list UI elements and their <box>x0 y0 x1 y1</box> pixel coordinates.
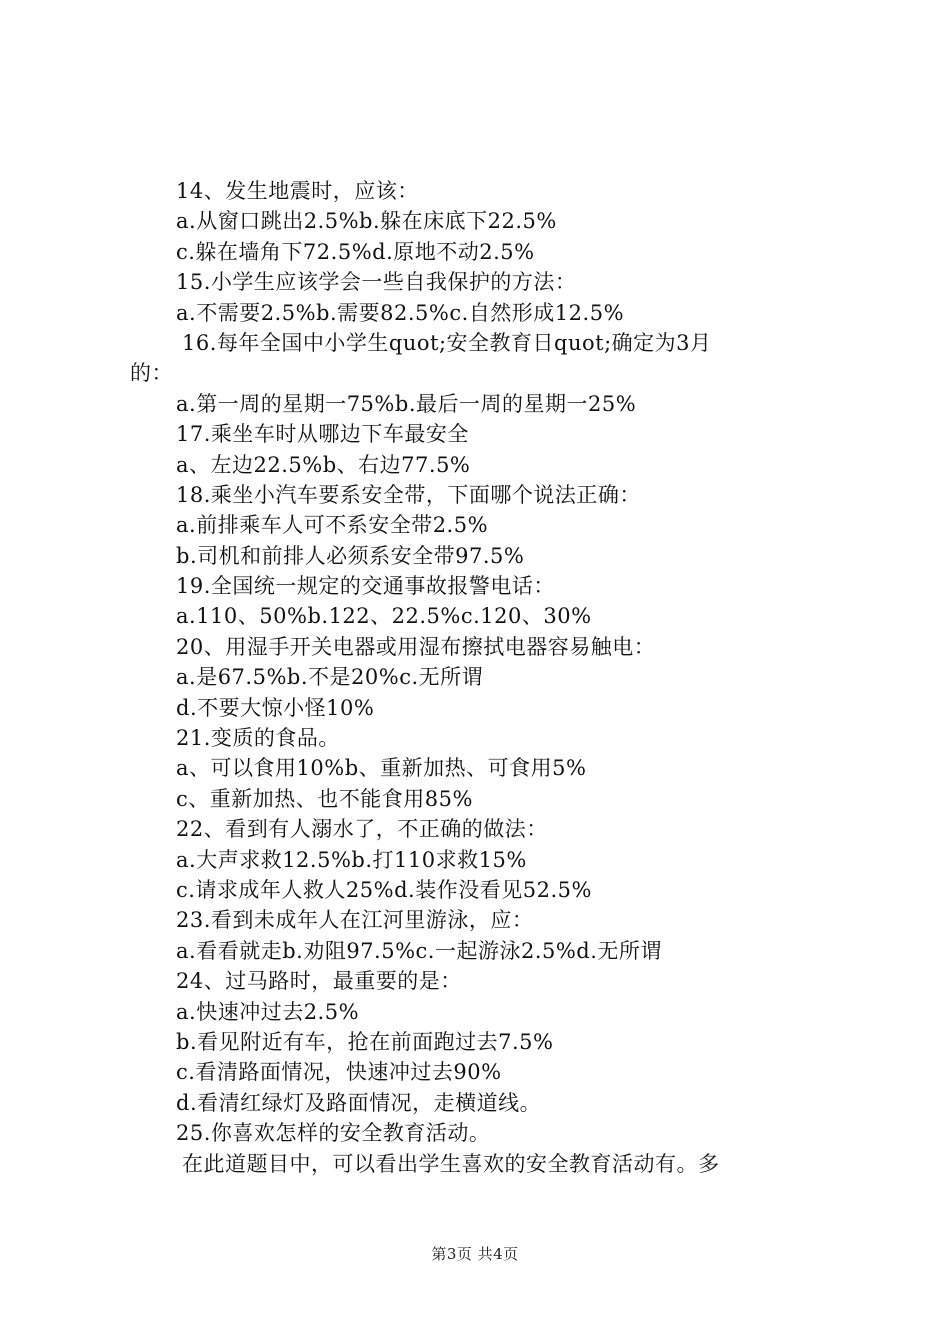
question-23-options: a.看看就走b.劝阻97.5%c.一起游泳2.5%d.无所谓 <box>176 938 662 963</box>
question-16: 16.每年全国中小学生quot;安全教育日quot;确定为3月 <box>182 330 712 355</box>
question-19-options: a.110、50%b.122、22.5%c.120、30% <box>176 604 592 629</box>
question-24: 24、过马路时，最重要的是： <box>176 969 462 994</box>
question-18-option-b: b.司机和前排人必须系安全带97.5% <box>176 543 525 568</box>
question-24-option-d: d.看清红绿灯及路面情况，走横道线。 <box>176 1090 542 1115</box>
question-16-options: a.第一周的星期一75%b.最后一周的星期一25% <box>176 391 637 416</box>
question-19: 19.全国统一规定的交通事故报警电话： <box>176 574 555 599</box>
question-20: 20、用湿手开关电器或用湿布擦拭电器容易触电： <box>176 634 656 659</box>
document-body <box>130 176 850 1179</box>
question-22-options-cd: c.请求成年人救人25%d.装作没看见52.5% <box>176 877 592 902</box>
question-21: 21.变质的食品。 <box>176 726 340 751</box>
question-17: 17.乘坐车时从哪边下车最安全 <box>176 422 469 447</box>
question-24-option-a: a.快速冲过去2.5% <box>176 999 360 1024</box>
question-14: 14、发生地震时，应该： <box>176 179 419 203</box>
question-22: 22、看到有人溺水了，不正确的做法： <box>176 817 548 842</box>
question-21-option-c: c、重新加热、也不能食用85% <box>176 786 473 811</box>
question-25: 25.你喜欢怎样的安全教育活动。 <box>176 1121 491 1146</box>
question-24-option-b: b.看见附近有车，抢在前面跑过去7.5% <box>176 1029 554 1054</box>
question-21-options-ab: a、可以食用10%b、重新加热、可食用5% <box>176 756 587 781</box>
question-18-option-a: a.前排乘车人可不系安全带2.5% <box>176 513 489 538</box>
question-20-options-abc: a.是67.5%b.不是20%c.无所谓 <box>176 665 484 690</box>
question-20-option-d: d.不要大惊小怪10% <box>176 695 375 720</box>
question-15-options: a.不需要2.5%b.需要82.5%c.自然形成12.5% <box>176 300 625 325</box>
question-22-options-ab: a.大声求救12.5%b.打110求救15% <box>176 847 527 872</box>
page-footer: 第3页 共4页 <box>431 1245 519 1263</box>
question-14-options-cd: c.躲在墙角下72.5%d.原地不动2.5% <box>176 239 535 264</box>
question-15: 15.小学生应该学会一些自我保护的方法： <box>176 270 577 295</box>
question-18: 18.乘坐小汽车要系安全带，下面哪个说法正确： <box>176 482 641 507</box>
question-17-options: a、左边22.5%b、右边77.5% <box>176 452 471 477</box>
question-16-continued: 的： <box>130 361 173 386</box>
question-24-option-c: c.看清路面情况，快速冲过去90% <box>176 1060 502 1085</box>
question-25-analysis: 在此道题目中，可以看出学生喜欢的安全教育活动有。多 <box>182 1151 720 1176</box>
question-14-options-ab: a.从窗口跳出2.5%b.躲在床底下22.5% <box>176 209 557 234</box>
question-23: 23.看到未成年人在江河里游泳，应： <box>176 908 534 933</box>
